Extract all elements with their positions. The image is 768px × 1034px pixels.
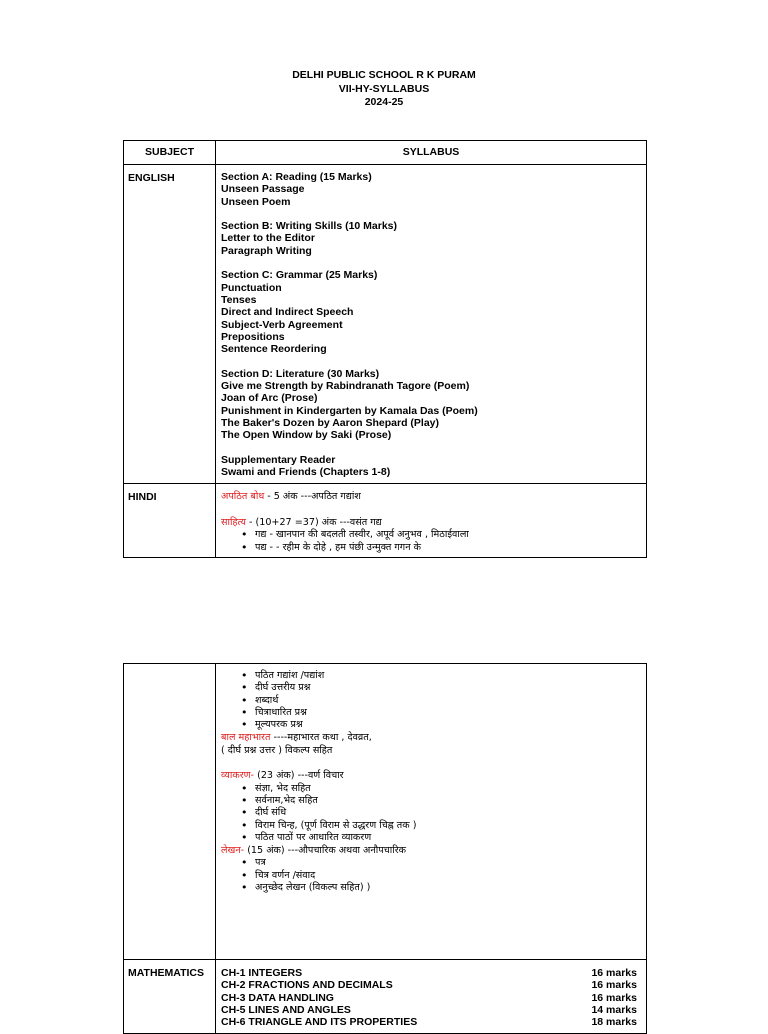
lekhan-label: लेखन- <box>221 845 245 857</box>
section-heading: Section A: Reading (15 Marks) <box>221 171 372 183</box>
syllabus-line: Sentence Reordering <box>221 343 327 356</box>
chapter-name: CH-5 LINES AND ANGLES <box>221 1003 351 1016</box>
list-item: • सर्वनाम,भेद सहित <box>241 795 641 807</box>
sahitya-text: - (10+27 =37) अंक ---वसंत गद्य <box>245 517 382 529</box>
academic-year: 2024-25 <box>364 96 404 108</box>
syllabus-line: Unseen Poem <box>221 195 291 208</box>
syllabus-line: Joan of Arc (Prose) <box>221 392 318 405</box>
syllabus-line: Subject-Verb Agreement <box>221 318 343 331</box>
syllabus-line: Tenses <box>221 293 257 306</box>
syllabus-line: Paragraph Writing <box>221 244 312 257</box>
hindi-continued-row <box>124 664 647 960</box>
apathit-text: - 5 अंक ---अपठित गद्यांश <box>264 491 361 503</box>
chapter-row <box>221 967 641 979</box>
table-header-row <box>124 141 647 165</box>
section-heading: Section C: Grammar (25 Marks) <box>221 269 378 282</box>
syllabus-line: Letter to the Editor <box>221 232 315 245</box>
subject-empty-cell <box>124 664 216 960</box>
list-item: • विराम चिन्ह, (पूर्ण विराम से उद्धरण चिह्न तक ) <box>241 820 641 832</box>
vyakaran-text: (23 अंक) ---वर्ण विचार <box>254 770 344 782</box>
bal-mahabharat-line2: ( दीर्घ प्रश्न उत्तर ) विकल्प सहित <box>221 744 333 756</box>
header-subject: SUBJECT <box>124 141 216 165</box>
syllabus-line: Direct and Indirect Speech <box>221 306 354 319</box>
sahitya-line <box>221 516 641 529</box>
bal-mahabharat-block <box>221 731 641 757</box>
chapter-marks: 18 marks <box>591 1016 637 1029</box>
mathematics-row <box>124 960 647 1034</box>
chapter-name: CH-6 TRIANGLE AND ITS PROPERTIES <box>221 1016 418 1029</box>
document-header <box>0 69 768 110</box>
syllabus-line: Punctuation <box>221 281 282 294</box>
chapter-name: CH-3 DATA HANDLING <box>221 991 334 1004</box>
list-item: • चित्राधारित प्रश्न <box>241 707 641 719</box>
mathematics-syllabus <box>216 960 647 1034</box>
list-item: • पद्य - - रहीम के दोहे , हम पंछी उन्मुक्त गगन के <box>241 542 641 554</box>
lekhan-text: (15 अंक) ---औपचारिक अथवा अनौपचारिक <box>244 845 407 857</box>
english-section-block <box>221 269 641 355</box>
lekhan-list <box>221 857 641 894</box>
syllabus-line: Give me Strength by Rabindranath Tagore (Poem) <box>221 380 470 393</box>
section-heading: Section D: Literature (30 Marks) <box>221 367 380 380</box>
list-item: • अनुच्छेद लेखन (विकल्प सहित) ) <box>241 882 641 894</box>
syllabus-line: The Baker's Dozen by Aaron Shepard (Play) <box>221 416 439 429</box>
list-item: • चित्र वर्णन /संवाद <box>241 870 641 882</box>
chapter-marks: 16 marks <box>591 991 637 1004</box>
bal-mahabharat-label: बाल महाभारत <box>221 732 271 744</box>
chapter-marks: 16 marks <box>591 979 637 992</box>
apathit-label: अपठित बोध <box>221 491 265 503</box>
list-item: • गद्य - खानपान की बदलती तस्वीर, अपूर्व अनुभव , मिठाईवाला <box>241 529 641 541</box>
school-name: DELHI PUBLIC SCHOOL R K PURAM <box>292 69 476 81</box>
hindi-syllabus <box>216 484 647 557</box>
hindi-row <box>124 484 647 557</box>
syllabus-line: Swami and Friends (Chapters 1-8) <box>221 466 391 479</box>
chapter-row <box>221 1004 641 1016</box>
english-section-block <box>221 220 641 257</box>
syllabus-line: Prepositions <box>221 330 285 343</box>
chapter-marks: 14 marks <box>591 1003 637 1016</box>
english-section-block <box>221 368 641 442</box>
vyakaran-line <box>221 769 641 782</box>
english-row <box>124 165 647 484</box>
vyakaran-list <box>221 783 641 844</box>
syllabus-line: Unseen Passage <box>221 183 305 196</box>
section-heading: Supplementary Reader <box>221 453 336 466</box>
header-syllabus: SYLLABUS <box>216 141 647 165</box>
section-heading: Section B: Writing Skills (10 Marks) <box>221 220 398 233</box>
chapter-marks: 16 marks <box>591 967 637 979</box>
subject-mathematics: MATHEMATICS <box>124 960 216 1034</box>
lekhan-line <box>221 844 641 857</box>
english-section-block <box>221 171 641 208</box>
english-section-block <box>221 454 641 479</box>
hindi-continued-syllabus <box>216 664 647 960</box>
list-item: • संज्ञा, भेद सहित <box>241 783 641 795</box>
list-item: • मूल्यपरक प्रश्न <box>241 719 641 731</box>
list-item: • पठित गद्यांश /पद्यांश <box>241 670 641 682</box>
english-syllabus <box>216 165 647 484</box>
apathit-line <box>221 490 641 503</box>
list-item: • पठित पाठों पर आधारित व्याकरण <box>241 832 641 844</box>
sahitya-list <box>221 529 641 554</box>
chapter-row <box>221 1016 641 1028</box>
syllabus-line: The Open Window by Saki (Prose) <box>221 429 392 442</box>
document-title: VII-HY-SYLLABUS <box>338 82 430 95</box>
list-item: • दीर्घ संधि <box>241 807 641 819</box>
syllabus-table-part-2 <box>123 663 647 1034</box>
chapter-row <box>221 979 641 991</box>
vyakaran-label: व्याकरण- <box>221 770 255 782</box>
list-item: • दीर्घ उत्तरीय प्रश्न <box>241 682 641 694</box>
bal-mahabharat-text: ----महाभारत कथा , देवव्रत, <box>270 732 372 744</box>
chapter-row <box>221 992 641 1004</box>
chapter-name: CH-2 FRACTIONS AND DECIMALS <box>221 979 393 992</box>
subject-english: ENGLISH <box>124 165 216 484</box>
sahitya-question-list <box>221 670 641 731</box>
syllabus-line: Punishment in Kindergarten by Kamala Das (Poem) <box>221 404 478 417</box>
syllabus-table-part-1 <box>123 140 647 558</box>
sahitya-label: साहित्य <box>221 517 246 529</box>
list-item: • पत्र <box>241 857 641 869</box>
list-item: • शब्दार्थ <box>241 695 641 707</box>
subject-hindi: HINDI <box>124 484 216 557</box>
chapter-name: CH-1 INTEGERS <box>221 967 303 979</box>
